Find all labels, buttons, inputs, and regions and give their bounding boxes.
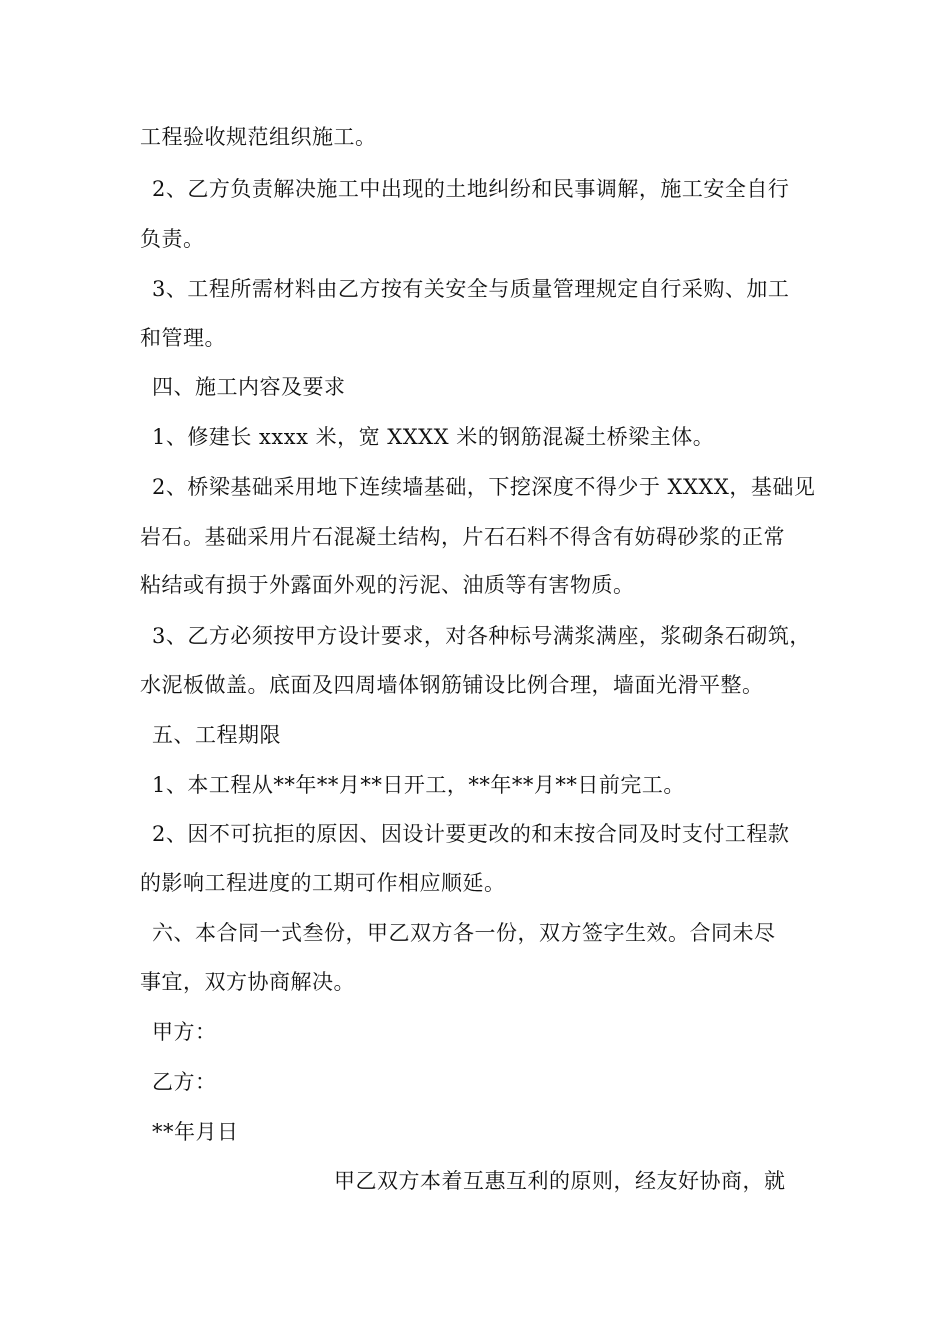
paragraph-line: 2、乙方负责解决施工中出现的土地纠纷和民事调解，施工安全自行 xyxy=(152,177,790,201)
paragraph-line: 粘结或有损于外露面外观的污泥、油质等有害物质。 xyxy=(140,573,635,597)
paragraph-line: 事宜，双方协商解决。 xyxy=(140,970,355,994)
section-heading: 六、本合同一式叁份，甲乙双方各一份，双方签字生效。合同未尽 xyxy=(152,921,776,945)
paragraph-line: 3、乙方必须按甲方设计要求，对各种标号满浆满座，浆砌条石砌筑， xyxy=(152,624,811,648)
paragraph-line: 水泥板做盖。底面及四周墙体钢筋铺设比例合理，墙面光滑平整。 xyxy=(140,673,764,697)
section-heading: 四、施工内容及要求 xyxy=(152,375,346,399)
paragraph-line: 的影响工程进度的工期可作相应顺延。 xyxy=(140,871,506,895)
paragraph-line: 工程验收规范组织施工。 xyxy=(140,125,377,149)
paragraph-line: 2、因不可抗拒的原因、因设计要更改的和末按合同及时支付工程款 xyxy=(152,822,790,846)
section-heading: 五、工程期限 xyxy=(152,723,281,747)
paragraph-line: 1、修建长 xxxx 米，宽 XXXX 米的钢筋混凝土桥梁主体。 xyxy=(152,425,715,449)
paragraph-line: 3、工程所需材料由乙方按有关安全与质量管理规定自行采购、加工 xyxy=(152,277,790,301)
paragraph-line: 和管理。 xyxy=(140,326,226,350)
date-line: **年月日 xyxy=(152,1120,239,1144)
paragraph-line: 岩石。基础采用片石混凝土结构，片石石料不得含有妨碍砂浆的正常 xyxy=(140,525,785,549)
party-b-signature-label: 乙方： xyxy=(152,1070,217,1094)
paragraph-line: 负责。 xyxy=(140,227,205,251)
paragraph-line: 1、本工程从**年**月**日开工，**年**月**日前完工。 xyxy=(152,773,685,797)
party-a-signature-label: 甲方： xyxy=(152,1020,217,1044)
paragraph-line: 甲乙双方本着互惠互利的原则，经友好协商，就 xyxy=(334,1169,786,1193)
paragraph-line: 2、桥梁基础采用地下连续墙基础，下挖深度不得少于 XXXX，基础见 xyxy=(152,475,816,499)
